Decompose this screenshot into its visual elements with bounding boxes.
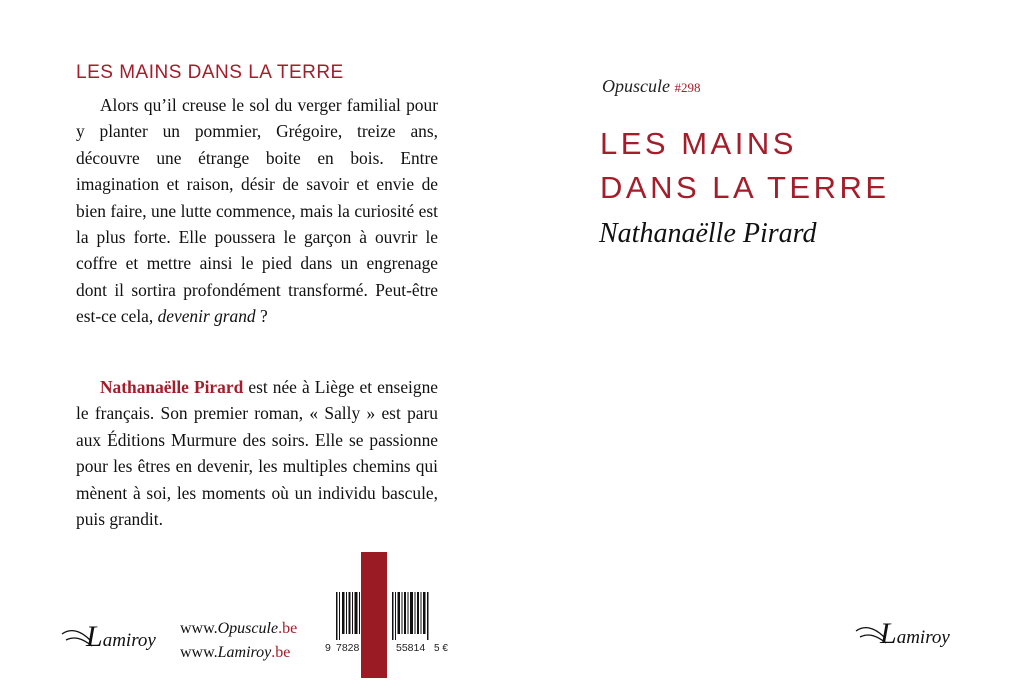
- logo-initial: L: [86, 620, 103, 653]
- series-number: #298: [674, 80, 701, 95]
- logo-initial: L: [880, 617, 897, 650]
- book-title: [600, 122, 930, 210]
- publisher-logo-back: [86, 620, 156, 654]
- price: 5 €: [434, 643, 448, 654]
- publisher-logo-front: [880, 617, 950, 651]
- url-lamiroy[interactable]: [180, 641, 297, 665]
- book-title-line1: LES MAINS: [600, 126, 797, 161]
- barcode-red-band: [361, 552, 387, 678]
- book-title-line2: DANS LA TERRE: [600, 170, 890, 205]
- blurb-end: ?: [255, 306, 268, 327]
- url-name: Opuscule: [217, 620, 279, 637]
- bio-text: est née à Liège et enseigne le français. Son premier roman, « Sally » est paru aux Éditions Murmure des soirs. Elle se passionne pour les êtres en devenir, les multiples chemins qui mènent à soi, les moments où un individu bascule, puis grandit.: [76, 377, 438, 530]
- url-suffix: .be: [278, 620, 298, 637]
- barcode-digit-first: 9: [325, 642, 331, 654]
- author-name: Nathanaëlle Pirard: [599, 218, 817, 249]
- barcode-group-left: 7828: [336, 642, 360, 654]
- series-name: Opuscule: [602, 76, 670, 96]
- blurb-text: Alors qu’il creuse le sol du verger familial pour y planter un pommier, Grégoire, treize ans, découvre une étrange boite en bois. Entre imagination et raison, désir de savoir et envie de bien faire, une lutte commence, mais la curiosité est la plus forte. Elle poussera le garçon à ouvrir le coffre et mettre ainsi le pied dans un engrenage dont il sortira profondément transformé. Peut-être est-ce cela,: [76, 95, 438, 327]
- author-bio: [76, 374, 438, 532]
- url-prefix: www.: [180, 620, 218, 637]
- front-cover: [512, 0, 1024, 700]
- barcode-group-right: 55814: [396, 642, 426, 654]
- swash-flourish-icon: [60, 626, 94, 648]
- series-label: [602, 76, 700, 97]
- url-name: Lamiroy: [217, 644, 272, 661]
- isbn-barcode: [325, 552, 450, 662]
- url-suffix: .be: [271, 644, 291, 661]
- website-links: [180, 617, 297, 665]
- blurb-emphasis: devenir grand: [157, 306, 256, 327]
- logo-rest: amiroy: [102, 630, 156, 651]
- swash-flourish-icon: [854, 623, 888, 645]
- blurb-paragraph: [76, 92, 438, 330]
- bio-author-name: Nathanaëlle Pirard: [100, 377, 244, 397]
- logo-rest: amiroy: [896, 627, 950, 648]
- back-cover-title: LES MAINS DANS LA TERRE: [76, 62, 344, 83]
- url-prefix: www.: [180, 644, 218, 661]
- url-opuscule[interactable]: [180, 617, 297, 641]
